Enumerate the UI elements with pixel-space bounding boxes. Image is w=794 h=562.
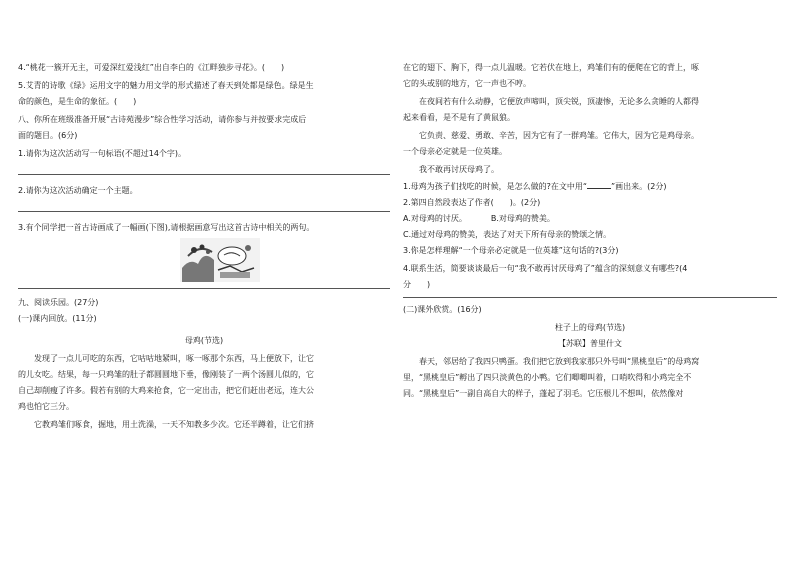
paragraph-4-line-1: 它负责、慈爱、勇敢、辛苦，因为它有了一群鸡雏。它伟大，因为它是鸡母亲。 [419, 131, 699, 140]
section-9-subtitle-1: (一)课内回放。(11分) [18, 314, 97, 323]
section-8-intro-line-2: 面的题目。(6分) [18, 131, 78, 140]
answer-line-2[interactable] [18, 211, 390, 212]
paragraph-1-line-1: 发现了一点儿可吃的东西，它咕咕地紧叫，啄一啄那个东西，马上便放下，让它 [34, 354, 314, 363]
paragraph-1-line-2: 的儿女吃。结果，每一只鸡雏的肚子都圆圆地下垂，像刚装了一两个汤圆儿似的，它 [18, 370, 314, 379]
answer-line-1[interactable] [18, 174, 390, 175]
section-9-title: 九、阅读乐园。(27分) [18, 298, 99, 307]
article-2-line-2: 里，“黑桃皇后”孵出了四只淡黄色的小鸭。它们唧唧叫着，口哨吹得和小鸡完全不 [403, 373, 692, 382]
paragraph-5: 我不敢再讨厌母鸡了。 [419, 165, 499, 174]
paragraph-1-line-4: 鸡也怕它三分。 [18, 402, 74, 411]
article-2-line-3: 同。“黑桃皇后”一副自高自大的样子，蓬起了羽毛。它压根儿不想叫，依然像对 [403, 389, 684, 398]
question-1-prefix: 1.母鸡为孩子们找吃的时候，是怎么做的?在文中用“ [403, 182, 588, 191]
question-4: 4.“桃花一簇开无主，可爱深红爱浅红”出自李白的《江畔独步寻花》。( ) [18, 63, 285, 72]
answer-line-3[interactable] [18, 288, 390, 289]
section-8-intro-line-1: 八、你所在班级准备开展“古诗苑漫步”综合性学习活动，请你参与并按要求完成后 [18, 115, 307, 124]
left-column [18, 62, 390, 431]
option-b[interactable]: B.对母鸡的赞美。 [490, 214, 555, 223]
section-8-question-3: 3.有个同学把一首古诗画成了一幅画(下图),请根据画意写出这首古诗中相关的两句。 [18, 223, 315, 232]
paragraph-2-line-1: 它教鸡雏们啄食，掘地，用土洗澡，一天不知教多少次。它还半蹲着，让它们挤 [34, 420, 314, 429]
option-c[interactable]: C.通过对母鸡的赞美，表达了对天下所有母亲的赞颂之情。 [403, 230, 612, 239]
reading-question-3: 3.你是怎样理解“一个母亲必定就是一位英雄”这句话的?(3分) [403, 246, 619, 255]
article-2-author: 【苏联】普里什文 [558, 339, 622, 348]
continuation-line-1: 在它的翅下、胸下，得一点儿温暖。它若伏在地上，鸡雏们有的便爬在它的背上，啄 [403, 63, 699, 72]
article-2-line-1: 春天，邻居给了我四只鸭蛋。我们把它放到我家那只外号叫“黑桃皇后”的母鸡窝 [419, 357, 700, 366]
paragraph-3-line-1: 在夜间若有什么动静，它便放声啼叫，顶尖锐，顶凄惨，无论多么贪睡的人都得 [419, 97, 699, 106]
paragraph-3-line-2: 起来看看，是不是有了黄鼠狼。 [403, 113, 515, 122]
reading-question-2: 2.第四自然段表达了作者( )。(2分) [403, 198, 541, 207]
question-5-line-2: 命的颜色，是生命的象征。( ) [18, 97, 137, 106]
question-5-line-1: 5.艾青的诗歌《绿》运用文字的魅力用文学的形式描述了春天到处都是绿色。绿是生 [18, 81, 314, 90]
section-2-title: (二)课外欣赏。(16分) [403, 305, 482, 314]
reading-question-2-options [403, 213, 777, 225]
option-a[interactable]: A.对母鸡的讨厌。 [403, 214, 467, 223]
section-8-question-2: 2.请你为这次活动确定一个主题。 [18, 186, 138, 195]
reading-question-4-line-1: 4.联系生活，简要谈谈最后一句“我不敢再讨厌母鸡了”蕴含的深刻意义有哪些?(4 [403, 264, 688, 273]
paragraph-4-line-2: 一个母亲必定就是一位英雄。 [403, 147, 507, 156]
continuation-line-2: 它的头或别的地方，它一声也不哼。 [403, 79, 531, 88]
question-1-suffix: ”画出来。(2分) [611, 182, 667, 191]
answer-line-4[interactable] [403, 297, 777, 298]
article-2-title: 柱子上的母鸡(节选) [554, 323, 626, 332]
reading-question-1 [403, 180, 777, 193]
section-8-question-1: 1.请你为这次活动写一句标语(不超过14个字)。 [18, 149, 187, 158]
reading-question-4-line-2: 分 ) [403, 280, 431, 289]
right-column [403, 62, 777, 400]
poem-illustration-image [180, 238, 260, 282]
article-title: 母鸡(节选) [184, 336, 224, 345]
question-1-blank[interactable] [587, 180, 611, 189]
paragraph-1-line-3: 自己却削瘦了许多。假若有别的大鸡来抢食，它一定出击，把它们赶出老远，连大公 [18, 386, 314, 395]
